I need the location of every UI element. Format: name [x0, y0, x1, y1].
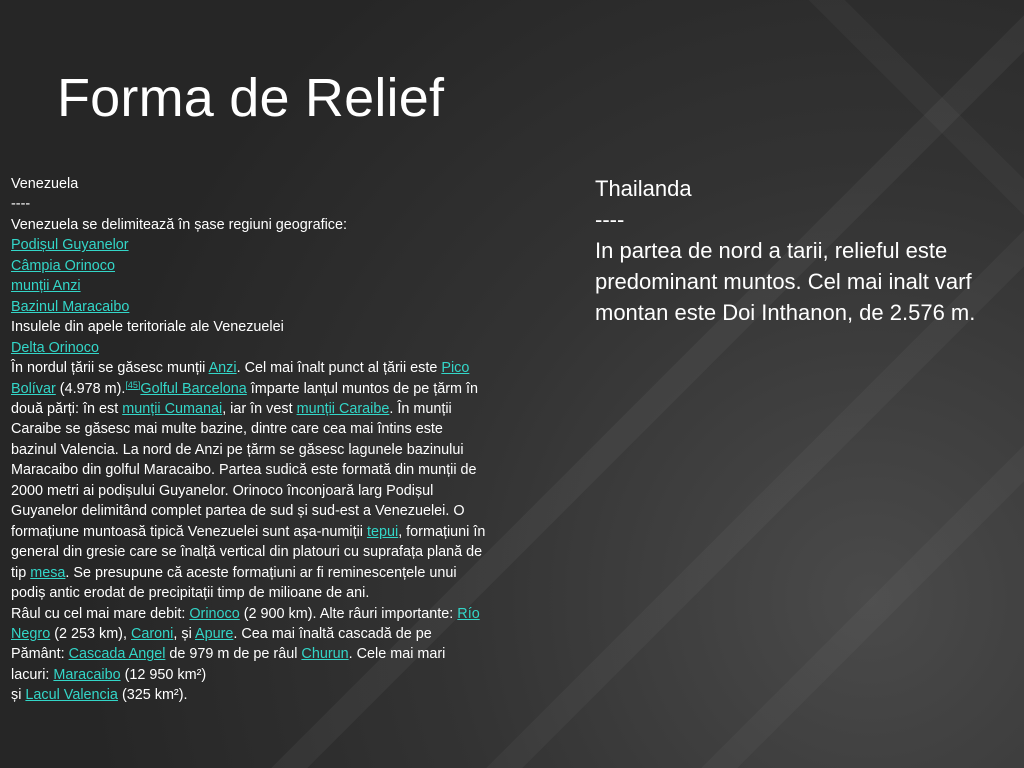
relief-text-2: . Cel mai înalt punct al țării este: [236, 360, 442, 377]
link-churun[interactable]: Churun: [301, 646, 349, 663]
link-podisul-guyanelor[interactable]: Podișul Guyanelor: [11, 237, 129, 254]
hydro-text-2: (2 900 km). Alte râuri importante:: [239, 605, 458, 622]
link-apure[interactable]: Apure: [194, 625, 234, 642]
hydro-text-9: și: [11, 687, 26, 704]
venezuela-separator: ----: [11, 196, 31, 213]
relief-paragraph: [11, 358, 487, 603]
hydro-paragraph: [11, 604, 487, 706]
hydro-text-5: . Cea mai înaltă cascadă de pe Pământ:: [11, 625, 432, 663]
link-muntii-caraibe[interactable]: munții Caraibe: [296, 400, 390, 417]
venezuela-intro: Venezuela se delimitează în șase regiuni geografice:: [11, 216, 347, 233]
islands-text: Insulele din apele teritoriale ale Venezuelei: [11, 319, 284, 336]
venezuela-column: [11, 174, 487, 706]
link-golful-barcelona[interactable]: Golful Barcelona: [140, 380, 247, 397]
link-maracaibo[interactable]: Maracaibo: [53, 666, 121, 683]
relief-text-3: (4.978 m).: [55, 380, 126, 397]
link-anzi[interactable]: Anzi: [208, 360, 237, 377]
link-muntii-cumanai[interactable]: munții Cumanai: [122, 400, 223, 417]
link-mesa[interactable]: mesa: [30, 564, 66, 581]
hydro-text-1: Râul cu cel mai mare debit:: [11, 605, 190, 622]
thailanda-column: [595, 173, 1015, 328]
link-bazinul-maracaibo[interactable]: Bazinul Maracaibo: [11, 298, 130, 315]
relief-text-7: , formațiuni în general din gresie care se înalță vertical din platouri cu suprafața plană de tip: [11, 523, 486, 581]
reference-45-link[interactable]: [45]: [125, 379, 141, 390]
link-tepui[interactable]: tepui: [366, 523, 399, 540]
hydro-text-10: (325 km²).: [117, 687, 188, 704]
relief-text-6: . În munții Caraibe se găsesc mai multe bazine, dintre care cea mai întins este bazinul Valencia. La nord de Anzi pe țărm se găsesc lagunele bazinului Maracaibo din golful Maracaibo. Partea sudică este formată din munții de 2000 metri ai podișului Guyanelor. Orinoco înconjoară larg Podișul Guyanelor delimitând complet partea de sud și sud-est a Venezuelei. O formațiune muntoasă tipică Venezuelei sunt așa-numiții: [11, 400, 477, 540]
link-caroni[interactable]: Caroni: [130, 625, 174, 642]
hydro-text-3: (2 253 km),: [50, 625, 131, 642]
thailanda-heading: Thailanda: [595, 176, 692, 201]
thailanda-body: In partea de nord a tarii, relieful este predominant muntos. Cel mai inalt varf montan este Doi Inthanon, de 2.576 m.: [595, 238, 976, 325]
venezuela-heading: Venezuela: [11, 176, 79, 192]
link-campia-orinoco[interactable]: Câmpia Orinoco: [11, 257, 115, 274]
relief-text-4: împarte lanțul muntos de pe țărm în două părți: în est: [11, 380, 478, 417]
hydro-text-8: (12 950 km²): [120, 666, 207, 683]
hydro-text-4: , și: [173, 625, 195, 642]
link-pico-bolivar[interactable]: Pico Bolívar: [11, 360, 470, 397]
slide-title: Forma de Relief: [57, 68, 445, 128]
hydro-text-6: de 979 m de pe râul: [165, 646, 302, 663]
relief-text-8: . Se presupune că aceste formațiuni ar fi reminescențele unui podiș antic erodat de precipitații timp de milioane de ani.: [11, 564, 457, 602]
link-orinoco[interactable]: Orinoco: [189, 605, 240, 622]
relief-text-1: În nordul țării se găsesc munții: [11, 360, 209, 377]
hydro-text-7: . Cele mai mari lacuri:: [11, 646, 446, 683]
link-delta-orinoco[interactable]: Delta Orinoco: [11, 339, 99, 356]
relief-text-5: , iar în vest: [222, 400, 297, 417]
link-rio-negro[interactable]: Río Negro: [11, 605, 480, 642]
link-muntii-anzi[interactable]: munții Anzi: [11, 278, 81, 295]
link-cascada-angel[interactable]: Cascada Angel: [68, 646, 166, 663]
link-lacul-valencia[interactable]: Lacul Valencia: [25, 687, 118, 704]
thailanda-separator: ----: [595, 207, 625, 232]
